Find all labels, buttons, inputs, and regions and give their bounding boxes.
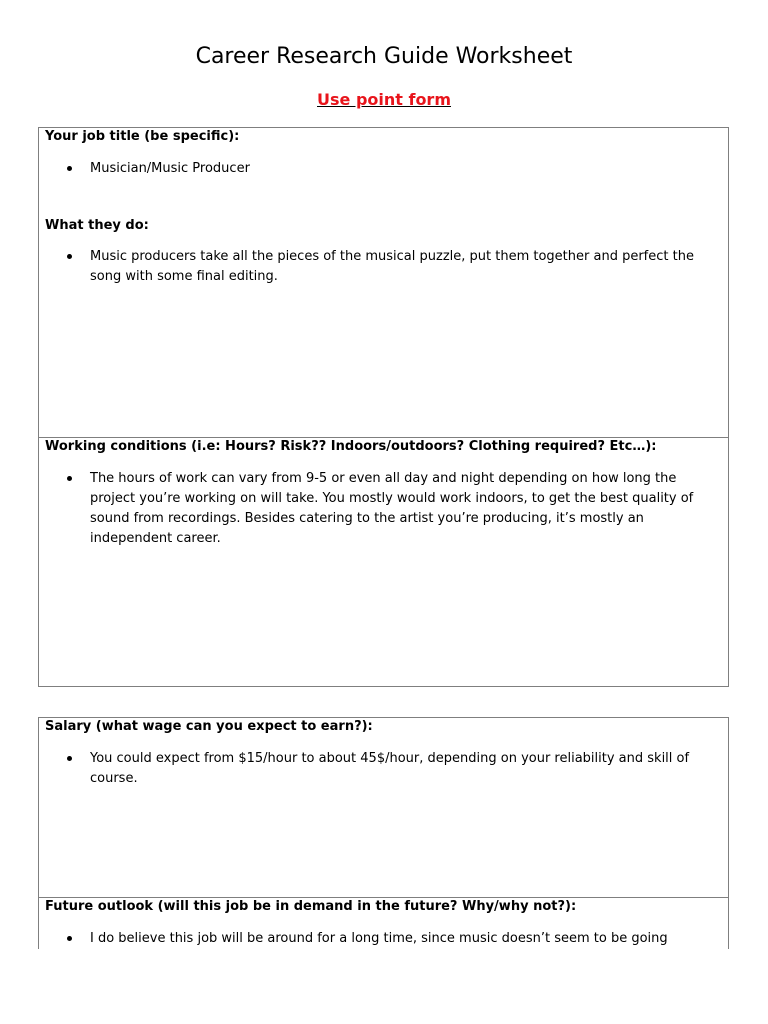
future-outlook-list [45,929,722,948]
what-they-do-text: Music producers take all the pieces of the musical puzzle, put them together and perfect the song with some final editing. [90,249,694,284]
bullet-icon [67,254,72,259]
working-conditions-list [45,469,722,549]
job-title-text: Musician/Music Producer [90,161,250,176]
job-title-cell [39,128,728,438]
bullet-icon [67,936,72,941]
instruction-subtitle-text: Use point form [317,90,451,109]
future-outlook-heading: Future outlook (will this job be in demand in the future? Why/why not?): [45,899,577,914]
list-item [45,247,722,287]
working-conditions-text: The hours of work can vary from 9-5 or even all day and night depending on how long the project you’re working on will take. You mostly would work indoors, to get the best quality of sound from recordings. Besides catering to the artist you’re producing, it’s mostly an independent career. [90,471,694,546]
list-item [45,929,722,948]
future-outlook-cell [39,898,728,948]
bullet-icon [67,476,72,481]
salary-heading: Salary (what wage can you expect to earn?): [45,719,373,734]
list-item [45,749,722,789]
future-outlook-text: I do believe this job will be around for a long time, since music doesn’t seem to be going [90,931,668,946]
working-conditions-heading: Working conditions (i.e: Hours? Risk?? Indoors/outdoors? Clothing required? Etc…): [45,439,657,454]
bullet-icon [67,756,72,761]
job-title-heading: Your job title (be specific): [45,129,240,144]
worksheet-table-top [38,127,729,687]
job-title-list [45,159,722,179]
what-they-do-heading: What they do: [45,218,149,233]
instruction-subtitle [0,90,768,109]
salary-text: You could expect from $15/hour to about 45$/hour, depending on your reliability and skill of course. [90,751,690,786]
salary-list [45,749,722,789]
salary-cell [39,718,728,898]
list-item [45,159,722,179]
page-title: Career Research Guide Worksheet [195,44,573,69]
worksheet-table-bottom [38,717,729,949]
list-item [45,469,722,549]
working-conditions-cell [39,438,728,686]
bullet-icon [67,166,72,171]
what-they-do-list [45,247,722,287]
